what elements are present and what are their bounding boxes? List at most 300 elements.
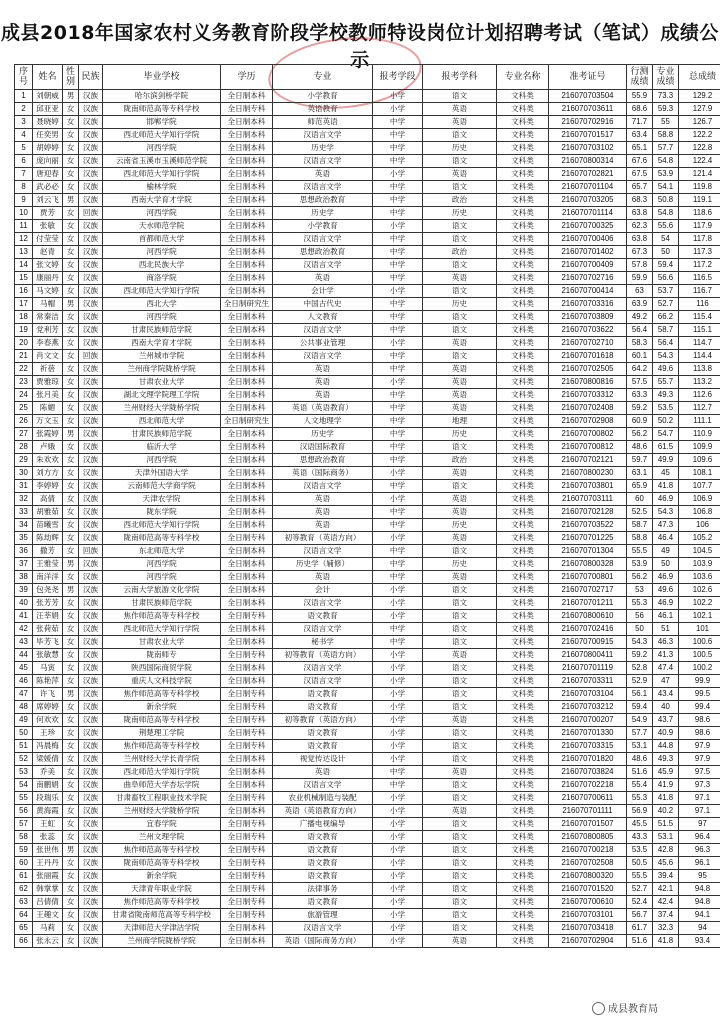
table-row xyxy=(15,441,720,454)
table-cell: 汉族 xyxy=(79,259,103,272)
table-cell: 女 xyxy=(63,779,79,792)
table-cell: 66.2 xyxy=(653,311,679,324)
table-cell: 语文教育 xyxy=(273,701,373,714)
column-header: 报考学段 xyxy=(373,65,423,90)
table-cell: 全日制本科 xyxy=(221,935,273,948)
table-cell: 全日制本科 xyxy=(221,376,273,389)
table-cell: 女 xyxy=(63,272,79,285)
table-cell: 文科类 xyxy=(497,831,549,844)
table-cell: 马文婷 xyxy=(33,285,63,298)
table-cell: 英语 xyxy=(423,272,497,285)
table-cell: 女 xyxy=(63,246,79,259)
table-cell: 甘肃民族师范学院 xyxy=(103,597,221,610)
table-cell: 56.4 xyxy=(653,337,679,350)
table-cell: 216070703205 xyxy=(549,194,627,207)
table-cell: 文科类 xyxy=(497,649,549,662)
table-cell: 汉族 xyxy=(79,246,103,259)
table-cell: 首都师范大学 xyxy=(103,233,221,246)
table-cell: 语文 xyxy=(423,285,497,298)
table-cell: 语文教育 xyxy=(273,857,373,870)
table-row xyxy=(15,545,720,558)
table-cell: 文科类 xyxy=(497,701,549,714)
table-cell: 汉族 xyxy=(79,805,103,818)
table-cell: 文科类 xyxy=(497,181,549,194)
table-cell: 25 xyxy=(15,402,33,415)
table-cell: 63.8 xyxy=(627,233,653,246)
table-cell: 110.9 xyxy=(679,428,720,441)
table-cell: 地理 xyxy=(423,415,497,428)
table-cell: 语文教育 xyxy=(273,831,373,844)
table-cell: 语文 xyxy=(423,740,497,753)
table-cell: 52.4 xyxy=(627,896,653,909)
table-cell: 39.4 xyxy=(653,870,679,883)
table-cell: 文科类 xyxy=(497,142,549,155)
table-cell: 旅游管理 xyxy=(273,909,373,922)
table-cell: 南洋洋 xyxy=(33,571,63,584)
table-cell: 语文教育 xyxy=(273,740,373,753)
table-cell: 60 xyxy=(15,857,33,870)
table-cell: 全日制本科 xyxy=(221,389,273,402)
table-cell: 汉族 xyxy=(79,792,103,805)
table-cell: 文科类 xyxy=(497,441,549,454)
table-cell: 216070701517 xyxy=(549,129,627,142)
table-cell: 216070703504 xyxy=(549,90,627,103)
table-cell: 99.9 xyxy=(679,675,720,688)
table-cell: 49.6 xyxy=(653,363,679,376)
table-cell: 女 xyxy=(63,623,79,636)
table-cell: 女 xyxy=(63,610,79,623)
column-header: 序号 xyxy=(15,65,33,90)
table-cell: 216070800320 xyxy=(549,870,627,883)
table-cell: 小学 xyxy=(373,883,423,896)
table-cell: 语文 xyxy=(423,584,497,597)
table-cell: 文科类 xyxy=(497,428,549,441)
table-cell: 57.8 xyxy=(627,259,653,272)
table-row xyxy=(15,480,720,493)
page-title: 成县2018年国家农村义务教育阶段学校教师特设岗位计划招聘考试（笔试）成绩公示 xyxy=(1,22,719,71)
table-cell: 全日制专科 xyxy=(221,818,273,831)
table-cell: 文科类 xyxy=(497,584,549,597)
table-cell: 文科类 xyxy=(497,597,549,610)
table-cell: 英语 xyxy=(273,168,373,181)
table-cell: 48.6 xyxy=(627,441,653,454)
table-cell: 118.6 xyxy=(679,207,720,220)
table-cell: 全日制本科 xyxy=(221,779,273,792)
table-cell: 回族 xyxy=(79,545,103,558)
table-cell: 语文 xyxy=(423,181,497,194)
table-cell: 59.4 xyxy=(653,259,679,272)
table-row xyxy=(15,532,720,545)
table-cell: 全日制本科 xyxy=(221,220,273,233)
table-cell: 焦作师范高等专科学校 xyxy=(103,610,221,623)
table-cell: 56.2 xyxy=(627,571,653,584)
table-cell: 兰州商学院陇桥学院 xyxy=(103,363,221,376)
table-cell: 23 xyxy=(15,376,33,389)
table-cell: 语文教育 xyxy=(273,610,373,623)
table-cell: 视觉传达设计 xyxy=(273,753,373,766)
table-row xyxy=(15,792,720,805)
table-cell: 小学 xyxy=(373,376,423,389)
table-cell: 初等教育（英语方向） xyxy=(273,532,373,545)
table-cell: 语文 xyxy=(423,623,497,636)
table-cell: 全日制专科 xyxy=(221,688,273,701)
table-cell: 63.4 xyxy=(627,129,653,142)
table-cell: 50 xyxy=(653,246,679,259)
table-cell: 216070800610 xyxy=(549,610,627,623)
table-row xyxy=(15,558,720,571)
table-cell: 汉族 xyxy=(79,766,103,779)
table-cell: 全日制本科 xyxy=(221,805,273,818)
table-cell: 陇南师范高等专科学校 xyxy=(103,714,221,727)
table-cell: 文科类 xyxy=(497,532,549,545)
table-cell: 216070800411 xyxy=(549,649,627,662)
table-cell: 河西学院 xyxy=(103,246,221,259)
table-cell: 哈尔滨剑桥学院 xyxy=(103,90,221,103)
table-cell: 女 xyxy=(63,441,79,454)
table-cell: 汉语言文学 xyxy=(273,675,373,688)
table-cell: 汉族 xyxy=(79,142,103,155)
table-cell: 云南师范大学商学院 xyxy=(103,480,221,493)
table-cell: 4 xyxy=(15,129,33,142)
table-cell: 男 xyxy=(63,428,79,441)
table-cell: 46 xyxy=(15,675,33,688)
table-cell: 49.3 xyxy=(653,753,679,766)
table-cell: 102.6 xyxy=(679,584,720,597)
table-cell: 216070703622 xyxy=(549,324,627,337)
table-cell: 55.9 xyxy=(627,90,653,103)
table-cell: 汉族 xyxy=(79,701,103,714)
table-cell: 小学 xyxy=(373,532,423,545)
table-cell: 女 xyxy=(63,896,79,909)
table-cell: 216070702716 xyxy=(549,272,627,285)
table-cell: 216070702408 xyxy=(549,402,627,415)
table-cell: 女 xyxy=(63,532,79,545)
table-cell: 41.9 xyxy=(653,779,679,792)
table-cell: 15 xyxy=(15,272,33,285)
table-cell: 汉族 xyxy=(79,415,103,428)
table-cell: 女 xyxy=(63,922,79,935)
table-cell: 55 xyxy=(15,792,33,805)
table-cell: 英语 xyxy=(423,168,497,181)
table-cell: 汉族 xyxy=(79,324,103,337)
table-cell: 40 xyxy=(653,701,679,714)
table-cell: 36 xyxy=(15,545,33,558)
table-cell: 汉语言文学 xyxy=(273,324,373,337)
table-cell: 女 xyxy=(63,571,79,584)
table-cell: 撒芳 xyxy=(33,545,63,558)
table-cell: 汉语言文学 xyxy=(273,480,373,493)
table-cell: 甘肃民族师范学院 xyxy=(103,428,221,441)
table-cell: 汉族 xyxy=(79,272,103,285)
table-cell: 53.9 xyxy=(627,558,653,571)
column-header: 专业 xyxy=(273,65,373,90)
table-cell: 李婷婷 xyxy=(33,480,63,493)
table-cell: 114.4 xyxy=(679,350,720,363)
footer-brand-text: 成县教育局 xyxy=(608,1004,658,1015)
table-cell: 英语（国际商务） xyxy=(273,467,373,480)
table-cell: 初等教育（英语方向） xyxy=(273,714,373,727)
table-cell: 师范英语 xyxy=(273,116,373,129)
table-cell: 216070800816 xyxy=(549,376,627,389)
table-cell: 49 xyxy=(653,545,679,558)
table-cell: 58 xyxy=(15,831,33,844)
table-cell: 59 xyxy=(15,844,33,857)
table-cell: 汉族 xyxy=(79,129,103,142)
table-cell: 文科类 xyxy=(497,727,549,740)
table-cell: 55.5 xyxy=(627,870,653,883)
table-cell: 万文玉 xyxy=(33,415,63,428)
table-cell: 全日制本科 xyxy=(221,441,273,454)
table-cell: 全日制本科 xyxy=(221,311,273,324)
table-cell: 张文婷 xyxy=(33,259,63,272)
table-row xyxy=(15,376,720,389)
table-cell: 新余学院 xyxy=(103,870,221,883)
table-cell: 56.7 xyxy=(627,909,653,922)
table-cell: 全日制本科 xyxy=(221,194,273,207)
table-cell: 43 xyxy=(15,636,33,649)
table-cell: 汉族 xyxy=(79,623,103,636)
table-cell: 216070702916 xyxy=(549,116,627,129)
table-cell: 冯晨梅 xyxy=(33,740,63,753)
table-cell: 中学 xyxy=(373,441,423,454)
table-cell: 女 xyxy=(63,155,79,168)
table-cell: 115.4 xyxy=(679,311,720,324)
table-cell: 张荷茹 xyxy=(33,623,63,636)
wechat-logo-icon xyxy=(592,1002,605,1015)
table-row xyxy=(15,428,720,441)
table-cell: 50 xyxy=(653,558,679,571)
table-cell: 53 xyxy=(15,766,33,779)
table-cell: 西北师范大学 xyxy=(103,415,221,428)
table-cell: 94.8 xyxy=(679,883,720,896)
table-cell: 34 xyxy=(15,519,33,532)
table-cell: 46.1 xyxy=(653,610,679,623)
table-cell: 肖文文 xyxy=(33,350,63,363)
table-cell: 216070702908 xyxy=(549,415,627,428)
table-cell: 语文教育 xyxy=(273,688,373,701)
table-cell: 文科类 xyxy=(497,662,549,675)
table-row xyxy=(15,714,720,727)
table-cell: 会计 xyxy=(273,584,373,597)
table-cell: 西北师范大学知行学院 xyxy=(103,168,221,181)
table-cell: 语文 xyxy=(423,727,497,740)
table-cell: 216070703312 xyxy=(549,389,627,402)
table-cell: 汉语国际教育 xyxy=(273,441,373,454)
table-cell: 南鹏娟 xyxy=(33,779,63,792)
table-cell: 42 xyxy=(15,623,33,636)
table-cell: 57.7 xyxy=(653,142,679,155)
table-cell: 56 xyxy=(15,805,33,818)
table-cell: 52.7 xyxy=(627,883,653,896)
table-cell: 语文 xyxy=(423,753,497,766)
table-row xyxy=(15,142,720,155)
table-cell: 语文 xyxy=(423,636,497,649)
table-cell: 14 xyxy=(15,259,33,272)
table-cell: 思想政治教育 xyxy=(273,454,373,467)
table-cell: 216070703611 xyxy=(549,103,627,116)
table-cell: 11 xyxy=(15,220,33,233)
table-cell: 文科类 xyxy=(497,714,549,727)
table-cell: 216070703315 xyxy=(549,740,627,753)
table-cell: 50 xyxy=(15,727,33,740)
table-cell: 49.2 xyxy=(627,311,653,324)
table-cell: 32 xyxy=(15,493,33,506)
table-cell: 全日制本科 xyxy=(221,454,273,467)
table-cell: 语文 xyxy=(423,220,497,233)
table-cell: 216070702821 xyxy=(549,168,627,181)
table-cell: 女 xyxy=(63,285,79,298)
table-cell: 小学 xyxy=(373,493,423,506)
table-row xyxy=(15,818,720,831)
table-cell: 全日制本科 xyxy=(221,662,273,675)
table-row xyxy=(15,324,720,337)
table-cell: 全日制本科 xyxy=(221,480,273,493)
table-cell: 52 xyxy=(15,753,33,766)
table-cell: 汉族 xyxy=(79,168,103,181)
table-cell: 女 xyxy=(63,207,79,220)
table-cell: 50.8 xyxy=(653,194,679,207)
table-cell: 语文教育 xyxy=(273,870,373,883)
table-cell: 小学 xyxy=(373,727,423,740)
table-cell: 许飞 xyxy=(33,688,63,701)
table-row xyxy=(15,155,720,168)
table-cell: 胡雅茹 xyxy=(33,506,63,519)
table-cell: 49.9 xyxy=(653,454,679,467)
table-cell: 42.4 xyxy=(653,896,679,909)
table-cell: 100.6 xyxy=(679,636,720,649)
table-cell: 语文 xyxy=(423,792,497,805)
table-cell: 汉族 xyxy=(79,779,103,792)
table-cell: 小学 xyxy=(373,805,423,818)
table-cell: 100.2 xyxy=(679,662,720,675)
table-row xyxy=(15,623,720,636)
table-cell: 117.2 xyxy=(679,259,720,272)
table-cell: 何欢欢 xyxy=(33,714,63,727)
table-cell: 祈蓓 xyxy=(33,363,63,376)
table-cell: 历史学 xyxy=(273,428,373,441)
table-row xyxy=(15,103,720,116)
table-cell: 66 xyxy=(15,935,33,948)
table-cell: 216070702904 xyxy=(549,935,627,948)
table-cell: 98.6 xyxy=(679,727,720,740)
table-cell: 59.2 xyxy=(627,649,653,662)
table-cell: 女 xyxy=(63,935,79,948)
table-cell: 汉族 xyxy=(79,753,103,766)
table-cell: 27 xyxy=(15,428,33,441)
table-cell: 41 xyxy=(15,610,33,623)
table-cell: 71.7 xyxy=(627,116,653,129)
table-cell: 小学 xyxy=(373,90,423,103)
table-cell: 语文 xyxy=(423,155,497,168)
table-cell: 216070800230 xyxy=(549,467,627,480)
table-cell: 高倩 xyxy=(33,493,63,506)
table-cell: 文科类 xyxy=(497,454,549,467)
table-cell: 216070703102 xyxy=(549,142,627,155)
table-cell: 文科类 xyxy=(497,103,549,116)
table-cell: 刘朝威 xyxy=(33,90,63,103)
table-row xyxy=(15,896,720,909)
table-cell: 全日制专科 xyxy=(221,831,273,844)
table-cell: 216070701119 xyxy=(549,662,627,675)
table-cell: 24 xyxy=(15,389,33,402)
table-cell: 语文 xyxy=(423,90,497,103)
table-cell: 焦作师范高等专科学校 xyxy=(103,740,221,753)
table-cell: 21 xyxy=(15,350,33,363)
table-cell: 女 xyxy=(63,636,79,649)
table-cell: 小学 xyxy=(373,870,423,883)
table-cell: 中学 xyxy=(373,623,423,636)
table-cell: 60 xyxy=(627,493,653,506)
table-cell: 李春燕 xyxy=(33,337,63,350)
table-cell: 女 xyxy=(63,168,79,181)
table-cell: 41.8 xyxy=(653,480,679,493)
table-cell: 英语 xyxy=(423,402,497,415)
table-cell: 16 xyxy=(15,285,33,298)
table-cell: 中学 xyxy=(373,233,423,246)
table-cell: 女 xyxy=(63,493,79,506)
table-cell: 3 xyxy=(15,116,33,129)
table-cell: 甘肃农业大学 xyxy=(103,376,221,389)
table-cell: 44.8 xyxy=(653,740,679,753)
table-cell: 英语 xyxy=(423,506,497,519)
table-cell: 汉族 xyxy=(79,935,103,948)
table-cell: 文科类 xyxy=(497,675,549,688)
table-cell: 40.9 xyxy=(653,727,679,740)
table-cell: 216070700414 xyxy=(549,285,627,298)
table-cell: 聂晓婷 xyxy=(33,116,63,129)
table-cell: 文科类 xyxy=(497,194,549,207)
table-cell: 英语 xyxy=(423,766,497,779)
table-cell: 文科类 xyxy=(497,740,549,753)
table-cell: 全日制本科 xyxy=(221,259,273,272)
table-cell: 216070701330 xyxy=(549,727,627,740)
table-cell: 女 xyxy=(63,909,79,922)
table-cell: 216070703809 xyxy=(549,311,627,324)
table-cell: 汉族 xyxy=(79,857,103,870)
table-cell: 全日制本科 xyxy=(221,506,273,519)
table-cell: 甘肃畜牧工程职业技术学院 xyxy=(103,792,221,805)
table-row xyxy=(15,662,720,675)
table-cell: 英语 xyxy=(423,389,497,402)
table-cell: 文科类 xyxy=(497,883,549,896)
table-cell: 全日制本科 xyxy=(221,90,273,103)
table-cell: 法律事务 xyxy=(273,883,373,896)
table-cell: 广播电视编导 xyxy=(273,818,373,831)
table-row xyxy=(15,701,720,714)
table-cell: 97.1 xyxy=(679,792,720,805)
table-cell: 张丽霞 xyxy=(33,870,63,883)
table-cell: 小学 xyxy=(373,220,423,233)
table-cell: 全日制本科 xyxy=(221,467,273,480)
table-cell: 216070800314 xyxy=(549,155,627,168)
table-cell: 文科类 xyxy=(497,220,549,233)
table-cell: 小学 xyxy=(373,337,423,350)
table-cell: 文科类 xyxy=(497,935,549,948)
table-cell: 111.1 xyxy=(679,415,720,428)
table-cell: 全日制本科 xyxy=(221,324,273,337)
table-cell: 女 xyxy=(63,480,79,493)
table-row xyxy=(15,519,720,532)
table-cell: 女 xyxy=(63,805,79,818)
table-cell: 党利芳 xyxy=(33,324,63,337)
table-cell: 全日制专科 xyxy=(221,701,273,714)
table-cell: 农业机械制造与装配 xyxy=(273,792,373,805)
table-cell: 全日制专科 xyxy=(221,857,273,870)
table-cell: 秘书学 xyxy=(273,636,373,649)
table-cell: 52.8 xyxy=(627,662,653,675)
table-cell: 44 xyxy=(15,649,33,662)
table-cell: 216070700610 xyxy=(549,896,627,909)
